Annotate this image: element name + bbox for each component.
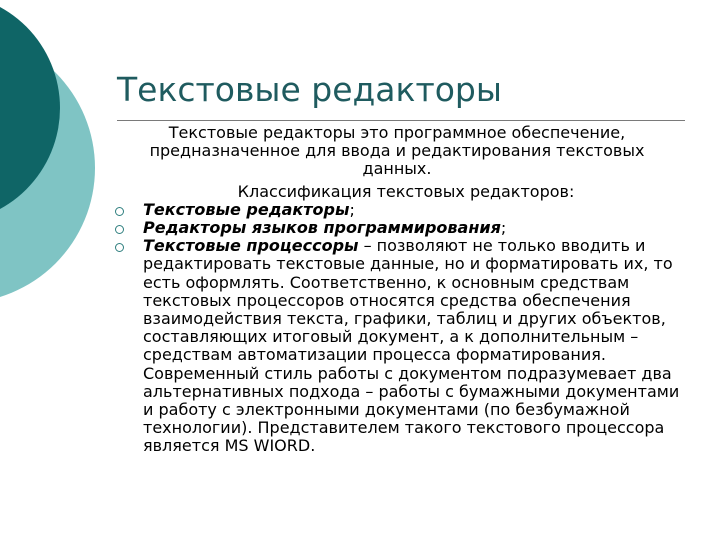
slide-title: Текстовые редакторы (117, 70, 502, 109)
decorative-circles (0, 0, 110, 300)
list-item-suffix: ; (349, 199, 355, 219)
list-item-term: Редакторы языков программирования (143, 218, 501, 238)
list-item (115, 201, 685, 219)
intro-paragraph: Текстовые редакторы это программное обеспечение, предназначенное для ввода и редактирования текстовых данных. (149, 123, 645, 179)
list-item-description: – позволяют не только вводить и редактировать текстовые данные, но и форматировать их, то есть оформлять. Соответственно, к основным средствам текстовых процессоров относятся средства обеспечения взаимодействия текста, графики, таблиц и других объектов, составляющих итоговый документ, а к дополнительным – средствам автоматизации процесса форматирования. Современный стиль работы с документом подразумевает два альтернативных подхода – работы с бумажными документами и работу с электронными документами (по безбумажной технологии). Представителем такого текстового процессора является MS WIORD. (143, 236, 680, 456)
teal-circles-graphic (0, 0, 110, 300)
list-item (115, 237, 685, 455)
list-item-term: Текстовые редакторы (143, 199, 350, 219)
list-item-suffix: ; (500, 218, 507, 238)
circle-bullet-icon (115, 243, 124, 252)
classification-heading: Классификация текстовых редакторов: (237, 181, 575, 201)
circle-bullet-icon (115, 225, 124, 234)
title-divider (117, 120, 685, 121)
editor-types-list (115, 201, 685, 456)
list-item (115, 219, 685, 237)
circle-bullet-icon (115, 207, 124, 216)
list-item-term: Текстовые процессоры (143, 236, 359, 256)
slide-body (115, 124, 685, 456)
